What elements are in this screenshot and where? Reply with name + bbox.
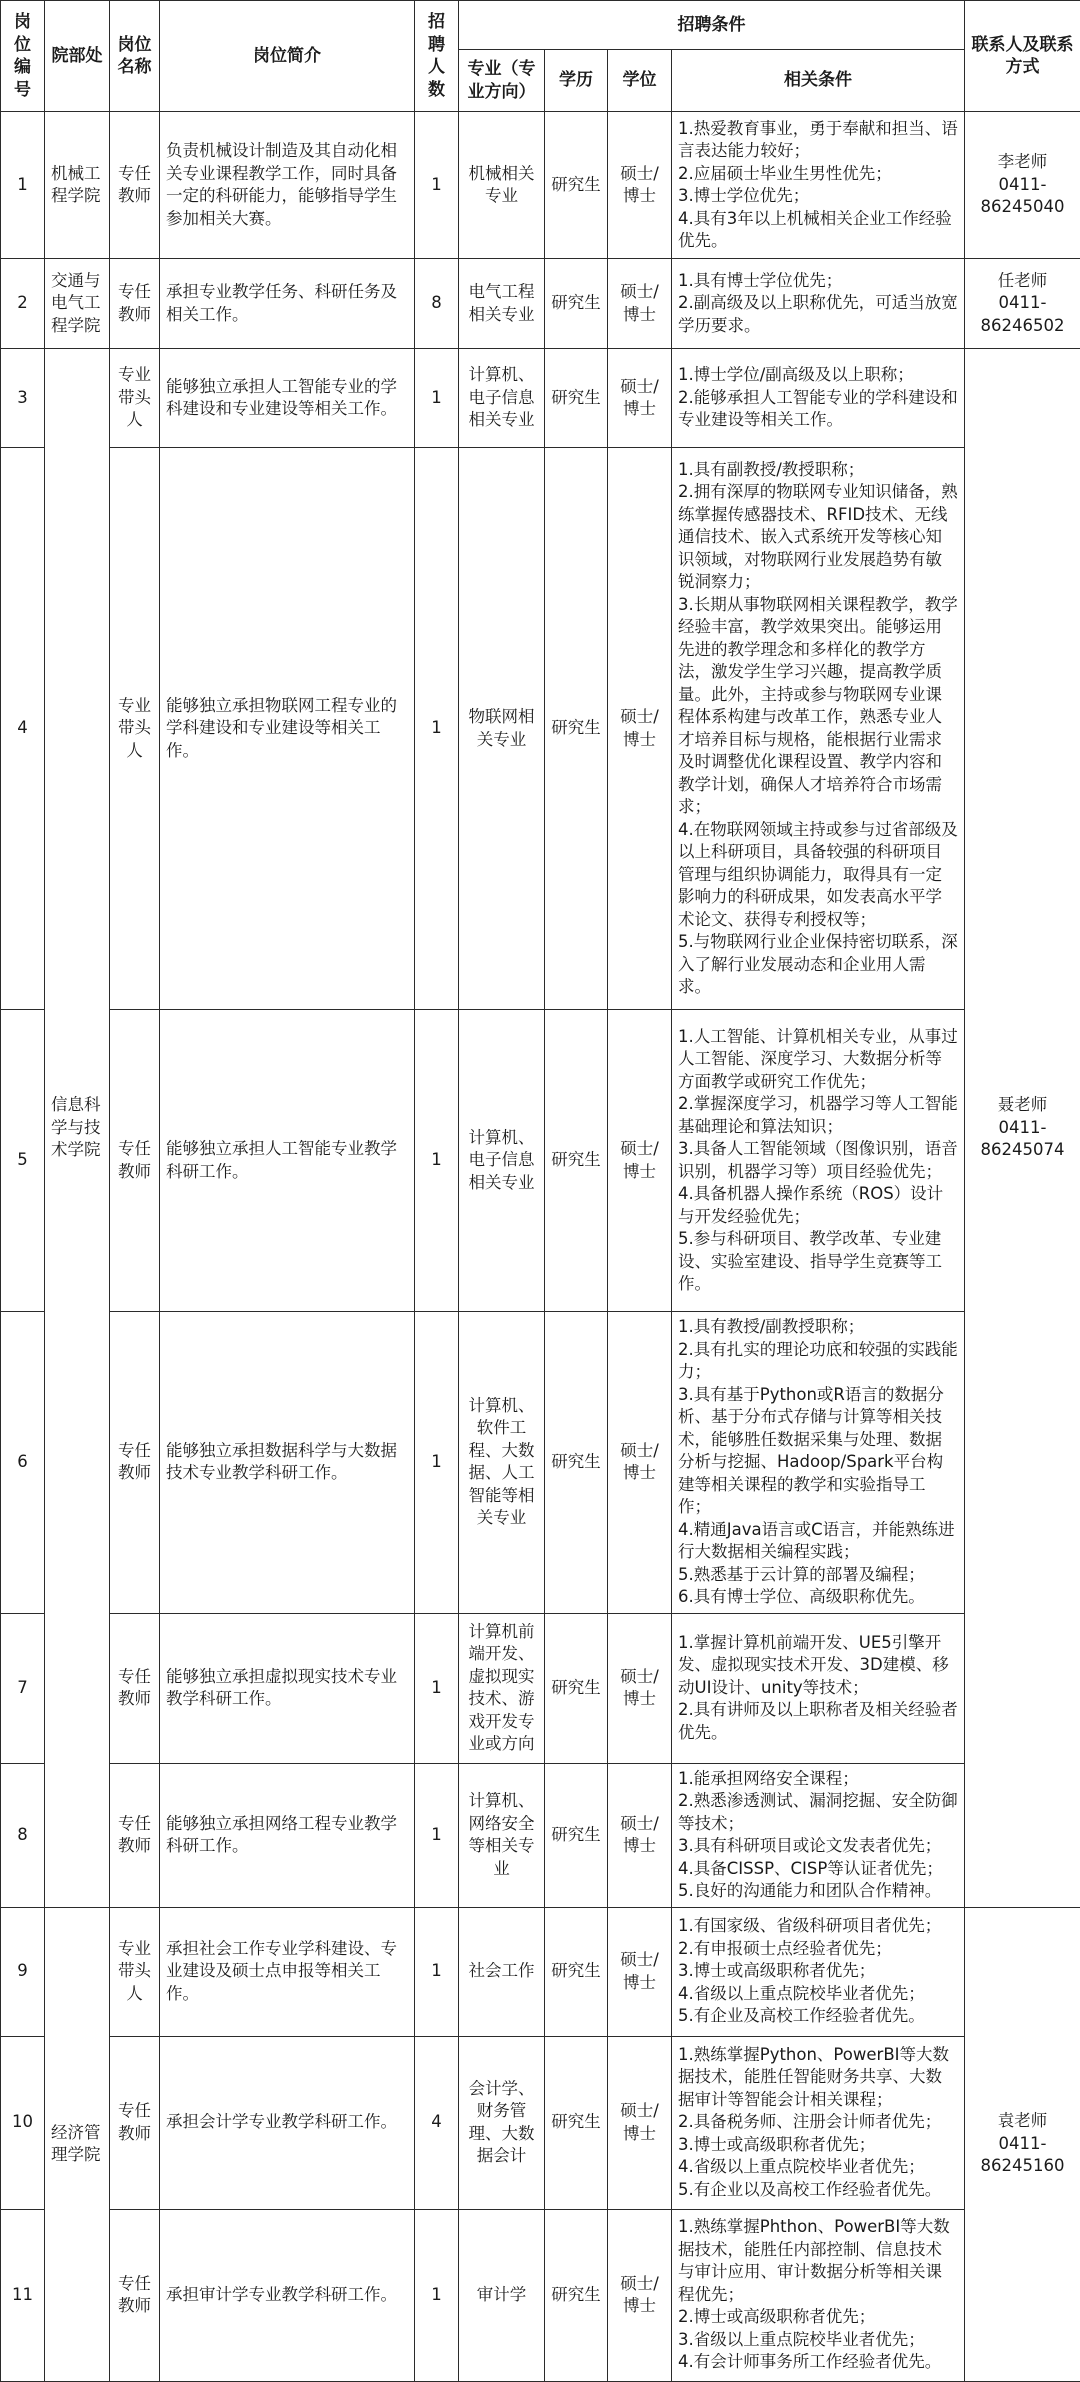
post-name-cell: 专任教师	[110, 112, 160, 259]
related-conditions-cell: 1.人工智能、计算机相关专业，从事过人工智能、深度学习、大数据分析等方面教学或研究工作优先； 2.掌握深度学习，机器学习等人工智能基础理论和算法知识； 3.具备人工智能领域（图像识别，语音识别，机器学习等）项目经验优先； 4.具备机器人操作系统（ROS）设计与开发经验优先； 5.参与科研项目、教学改革、专业建设、实验室建设、指导学生竞赛等工作。	[672, 1010, 965, 1312]
post-id-cell: 5	[1, 1010, 45, 1312]
post-name-cell: 专任教师	[110, 1613, 160, 1763]
header-recruit-conditions: 招聘条件	[459, 1, 965, 50]
header-post-id: 岗位编号	[1, 1, 45, 112]
major-cell: 电气工程相关专业	[459, 259, 545, 349]
header-recruit-count: 招聘人数	[415, 1, 459, 112]
education-cell: 研究生	[545, 1763, 608, 1907]
degree-cell: 硕士/博士	[608, 2209, 672, 2381]
header-related-conditions: 相关条件	[672, 50, 965, 112]
table-row	[1, 112, 1080, 259]
recruit-count-cell: 1	[415, 448, 459, 1010]
header-major: 专业（专业方向）	[459, 50, 545, 112]
recruit-count-cell: 1	[415, 1613, 459, 1763]
related-conditions-cell: 1.具有副教授/教授职称； 2.拥有深厚的物联网专业知识储备，熟练掌握传感器技术、RFID技术、无线通信技术、嵌入式系统开发等核心知识领域，对物联网行业发展趋势有敏锐洞察力； 3.长期从事物联网相关课程教学，教学经验丰富，教学效果突出。能够运用先进的教学理念和多样化的教学方法，激发学生学习兴趣，提高教学质量。此外，主持或参与物联网专业课程体系构建与改革工作，熟悉专业人才培养目标与规格，能根据行业需求及时调整优化课程设置、教学内容和教学计划，确保人才培养符合市场需求； 4.在物联网领域主持或参与过省部级及以上科研项目，具备较强的科研项目管理与组织协调能力，取得具有一定影响力的科研成果，如发表高水平学术论文、获得专利授权等； 5.与物联网行业企业保持密切联系，深入了解行业发展动态和企业用人需求。	[672, 448, 965, 1010]
major-cell: 计算机、电子信息相关专业	[459, 349, 545, 448]
education-cell: 研究生	[545, 259, 608, 349]
post-intro-cell: 承担社会工作专业学科建设、专业建设及硕士点申报等相关工作。	[160, 1907, 415, 2036]
contact-cell: 李老师 0411- 86245040	[965, 112, 1080, 259]
major-cell: 物联网相关专业	[459, 448, 545, 1010]
degree-cell: 硕士/博士	[608, 112, 672, 259]
post-name-cell: 专任教师	[110, 2209, 160, 2381]
recruit-count-cell: 1	[415, 1907, 459, 2036]
contact-cell: 聂老师 0411- 86245074	[965, 349, 1080, 1908]
education-cell: 研究生	[545, 1613, 608, 1763]
post-id-cell: 8	[1, 1763, 45, 1907]
degree-cell: 硕士/博士	[608, 1763, 672, 1907]
recruit-count-cell: 1	[415, 1312, 459, 1614]
education-cell: 研究生	[545, 1312, 608, 1614]
major-cell: 计算机、网络安全等相关专业	[459, 1763, 545, 1907]
degree-cell: 硕士/博士	[608, 1312, 672, 1614]
table-row	[1, 349, 1080, 448]
related-conditions-cell: 1.熟练掌握Phthon、PowerBI等大数据技术，能胜任内部控制、信息技术与审计应用、审计数据分析等相关课程优先； 2.博士或高级职称者优先； 3.省级以上重点院校毕业者优先； 4.有会计师事务所工作经验者优先。	[672, 2209, 965, 2381]
post-intro-cell: 承担审计学专业教学科研工作。	[160, 2209, 415, 2381]
post-intro-cell: 承担会计学专业教学科研工作。	[160, 2036, 415, 2209]
post-id-cell: 11	[1, 2209, 45, 2381]
table-row	[1, 1613, 1080, 1763]
header-post-name: 岗位名称	[110, 1, 160, 112]
related-conditions-cell: 1.具有博士学位优先； 2.副高级及以上职称优先，可适当放宽学历要求。	[672, 259, 965, 349]
related-conditions-cell: 1.熟练掌握Python、PowerBI等大数据技术，能胜任智能财务共享、大数据审计等智能会计相关课程； 2.具备税务师、注册会计师者优先； 3.博士或高级职称者优先； 4.省级以上重点院校毕业者优先； 5.有企业以及高校工作经验者优先。	[672, 2036, 965, 2209]
post-name-cell: 专任教师	[110, 2036, 160, 2209]
post-intro-cell: 能够独立承担虚拟现实技术专业教学科研工作。	[160, 1613, 415, 1763]
recruit-count-cell: 1	[415, 1763, 459, 1907]
post-intro-cell: 能够独立承担人工智能专业的学科建设和专业建设等相关工作。	[160, 349, 415, 448]
post-id-cell: 2	[1, 259, 45, 349]
recruit-count-cell: 1	[415, 2209, 459, 2381]
education-cell: 研究生	[545, 1010, 608, 1312]
major-cell: 审计学	[459, 2209, 545, 2381]
post-name-cell: 专任教师	[110, 259, 160, 349]
header-contact: 联系人及联系方式	[965, 1, 1080, 112]
post-intro-cell: 能够独立承担数据科学与大数据技术专业教学科研工作。	[160, 1312, 415, 1614]
related-conditions-cell: 1.能承担网络安全课程； 2.熟悉渗透测试、漏洞挖掘、安全防御等技术； 3.具有科研项目或论文发表者优先； 4.具备CISSP、CISP等认证者优先； 5.良好的沟通能力和团队合作精神。	[672, 1763, 965, 1907]
post-id-cell: 4	[1, 448, 45, 1010]
header-post-intro: 岗位简介	[160, 1, 415, 112]
table-row	[1, 1312, 1080, 1614]
recruit-count-cell: 1	[415, 349, 459, 448]
post-id-cell: 10	[1, 2036, 45, 2209]
post-id-cell: 3	[1, 349, 45, 448]
table-row	[1, 1907, 1080, 2036]
post-id-cell: 9	[1, 1907, 45, 2036]
major-cell: 机械相关专业	[459, 112, 545, 259]
table-row	[1, 1763, 1080, 1907]
table-row	[1, 1010, 1080, 1312]
education-cell: 研究生	[545, 448, 608, 1010]
related-conditions-cell: 1.掌握计算机前端开发、UE5引擎开发、虚拟现实技术开发、3D建模、移动UI设计、unity等技术； 2.具有讲师及以上职称者及相关经验者优先。	[672, 1613, 965, 1763]
post-name-cell: 专业带头人	[110, 349, 160, 448]
related-conditions-cell: 1.热爱教育事业，勇于奉献和担当、语言表达能力较好； 2.应届硕士毕业生男性优先； 3.博士学位优先； 4.具有3年以上机械相关企业工作经验优先。	[672, 112, 965, 259]
post-name-cell: 专业带头人	[110, 1907, 160, 2036]
department-cell: 交通与电气工程学院	[45, 259, 110, 349]
education-cell: 研究生	[545, 2209, 608, 2381]
education-cell: 研究生	[545, 112, 608, 259]
education-cell: 研究生	[545, 1907, 608, 2036]
table-row	[1, 259, 1080, 349]
recruit-count-cell: 4	[415, 2036, 459, 2209]
table-row	[1, 2209, 1080, 2381]
post-name-cell: 专任教师	[110, 1763, 160, 1907]
header-degree: 学位	[608, 50, 672, 112]
degree-cell: 硕士/博士	[608, 259, 672, 349]
department-cell: 经济管理学院	[45, 1907, 110, 2381]
education-cell: 研究生	[545, 2036, 608, 2209]
degree-cell: 硕士/博士	[608, 1613, 672, 1763]
related-conditions-cell: 1.有国家级、省级科研项目者优先； 2.有申报硕士点经验者优先； 3.博士或高级职称者优先； 4.省级以上重点院校毕业者优先； 5.有企业及高校工作经验者优先。	[672, 1907, 965, 2036]
post-name-cell: 专业带头人	[110, 448, 160, 1010]
post-name-cell: 专任教师	[110, 1312, 160, 1614]
related-conditions-cell: 1.博士学位/副高级及以上职称； 2.能够承担人工智能专业的学科建设和专业建设等相关工作。	[672, 349, 965, 448]
header-education: 学历	[545, 50, 608, 112]
degree-cell: 硕士/博士	[608, 349, 672, 448]
post-intro-cell: 能够独立承担人工智能专业教学科研工作。	[160, 1010, 415, 1312]
major-cell: 计算机、电子信息相关专业	[459, 1010, 545, 1312]
major-cell: 计算机前端开发、虚拟现实技术、游戏开发专业或方向	[459, 1613, 545, 1763]
major-cell: 计算机、软件工程、大数据、人工智能等相关专业	[459, 1312, 545, 1614]
post-intro-cell: 负责机械设计制造及其自动化相关专业课程教学工作，同时具备一定的科研能力，能够指导学生参加相关大赛。	[160, 112, 415, 259]
header-department: 院部处	[45, 1, 110, 112]
department-cell: 信息科学与技术学院	[45, 349, 110, 1908]
degree-cell: 硕士/博士	[608, 448, 672, 1010]
recruit-count-cell: 1	[415, 112, 459, 259]
post-intro-cell: 能够独立承担网络工程专业教学科研工作。	[160, 1763, 415, 1907]
education-cell: 研究生	[545, 349, 608, 448]
recruit-count-cell: 8	[415, 259, 459, 349]
contact-cell: 任老师 0411- 86246502	[965, 259, 1080, 349]
degree-cell: 硕士/博士	[608, 1907, 672, 2036]
related-conditions-cell: 1.具有教授/副教授职称； 2.具有扎实的理论功底和较强的实践能力； 3.具有基于Python或R语言的数据分析、基于分布式存储与计算等相关技术，能够胜任数据采集与处理、数据分析与挖掘、Hadoop/Spark平台构建等相关课程的教学和实验指导工作； 4.精通Java语言或C语言，并能熟练进行大数据相关编程实践； 5.熟悉基于云计算的部署及编程； 6.具有博士学位、高级职称优先。	[672, 1312, 965, 1614]
post-intro-cell: 能够独立承担物联网工程专业的学科建设和专业建设等相关工作。	[160, 448, 415, 1010]
post-id-cell: 1	[1, 112, 45, 259]
table-row	[1, 448, 1080, 1010]
post-id-cell: 7	[1, 1613, 45, 1763]
degree-cell: 硕士/博士	[608, 2036, 672, 2209]
post-intro-cell: 承担专业教学任务、科研任务及相关工作。	[160, 259, 415, 349]
degree-cell: 硕士/博士	[608, 1010, 672, 1312]
recruit-count-cell: 1	[415, 1010, 459, 1312]
post-name-cell: 专任教师	[110, 1010, 160, 1312]
post-id-cell: 6	[1, 1312, 45, 1614]
major-cell: 会计学、财务管理、大数据会计	[459, 2036, 545, 2209]
contact-cell: 袁老师 0411- 86245160	[965, 1907, 1080, 2381]
major-cell: 社会工作	[459, 1907, 545, 2036]
department-cell: 机械工程学院	[45, 112, 110, 259]
table-row	[1, 2036, 1080, 2209]
